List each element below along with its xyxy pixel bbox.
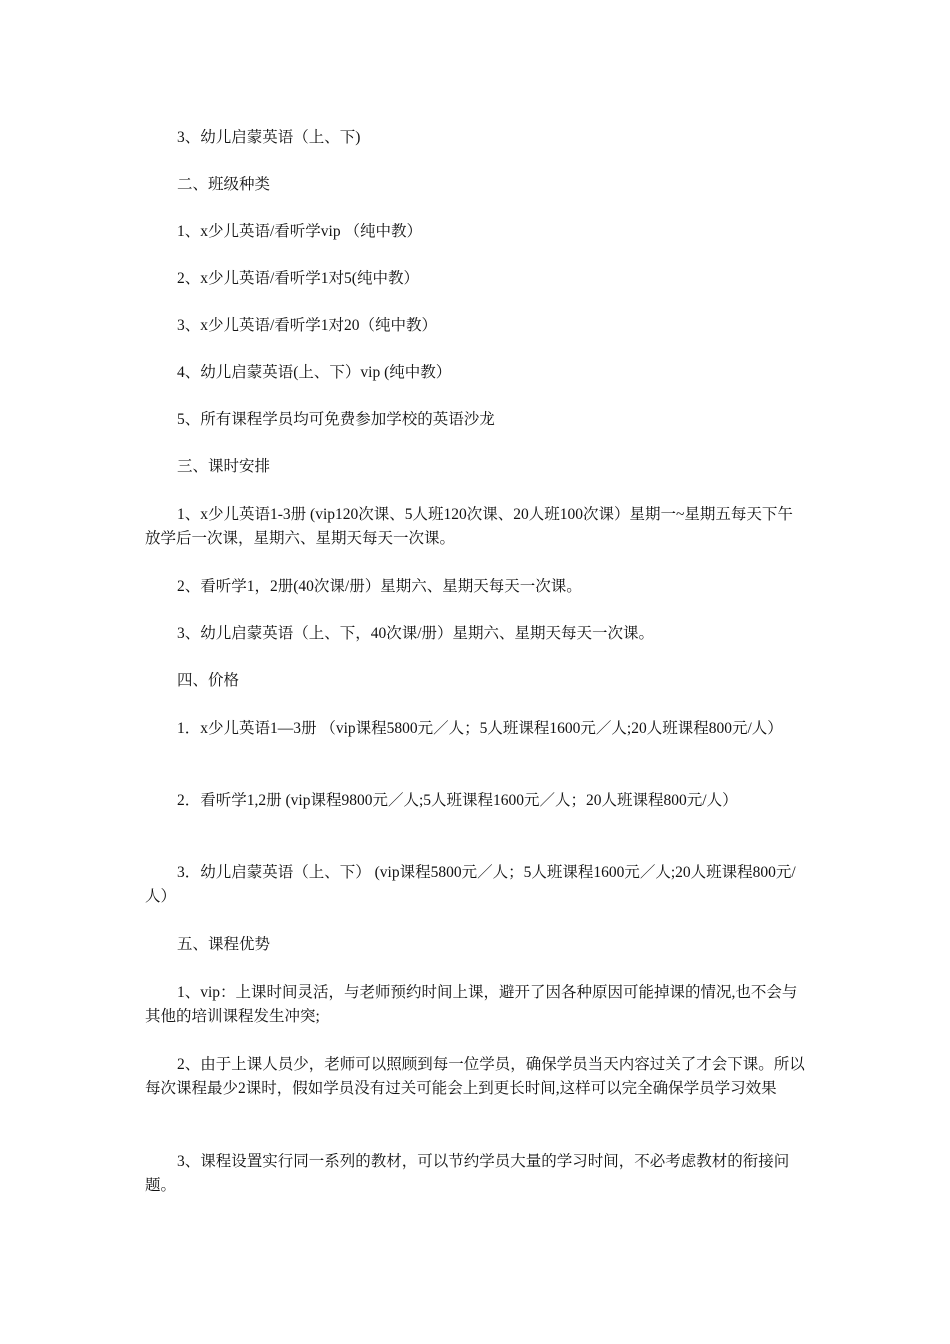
section-heading-schedule: 三、课时安排: [177, 458, 271, 475]
list-item-class-3: 3、x少儿英语/看听学1对20（纯中教）: [177, 317, 438, 334]
list-item-schedule-3: 3、幼儿启蒙英语（上、下，40次课/册）星期六、星期天每天一次课。: [177, 625, 655, 642]
list-item-course-3: 3、幼儿启蒙英语（上、下): [177, 129, 361, 146]
list-item-schedule-1: 1、x少儿英语1-3册 (vip120次课、5人班120次课、20人班100次课）星期一~星期五每天下午放学后一次课，星期六、星期天每天一次课。: [145, 506, 793, 547]
section-heading-advantages: 五、课程优势: [177, 936, 271, 953]
list-item-class-5: 5、所有课程学员均可免费参加学校的英语沙龙: [177, 411, 495, 428]
section-heading-class-types: 二、班级种类: [177, 176, 271, 193]
list-item-class-4: 4、幼儿启蒙英语(上、下）vip (纯中教）: [177, 364, 452, 381]
list-item-class-1: 1、x少儿英语/看听学vip （纯中教）: [177, 223, 422, 240]
list-item-advantage-1: 1、vip：上课时间灵活，与老师预约时间上课，避开了因各种原因可能掉课的情况,也不会与其他的培训课程发生冲突;: [145, 984, 798, 1025]
list-item-price-1: 1．x少儿英语1—3册 （vip课程5800元／人；5人班课程1600元／人;20人班课程800元/人）: [177, 720, 783, 737]
list-item-schedule-2: 2、看听学1，2册(40次课/册）星期六、星期天每天一次课。: [177, 578, 582, 595]
list-item-class-2: 2、x少儿英语/看听学1对5(纯中教）: [177, 270, 419, 287]
list-item-price-2: 2．看听学1,2册 (vip课程9800元／人;5人班课程1600元／人；20人班课程800元/人）: [177, 792, 738, 809]
list-item-advantage-3: 3、课程设置实行同一系列的教材，可以节约学员大量的学习时间，不必考虑教材的衔接问题。: [145, 1153, 790, 1194]
list-item-advantage-2: 2、由于上课人员少，老师可以照顾到每一位学员，确保学员当天内容过关了才会下课。所以每次课程最少2课时，假如学员没有过关可能会上到更长时间,这样可以完全确保学员学习效果: [145, 1056, 805, 1097]
list-item-price-3: 3．幼儿启蒙英语（上、下） (vip课程5800元／人；5人班课程1600元／人;20人班课程800元/人）: [145, 864, 796, 905]
section-heading-price: 四、价格: [177, 672, 240, 689]
